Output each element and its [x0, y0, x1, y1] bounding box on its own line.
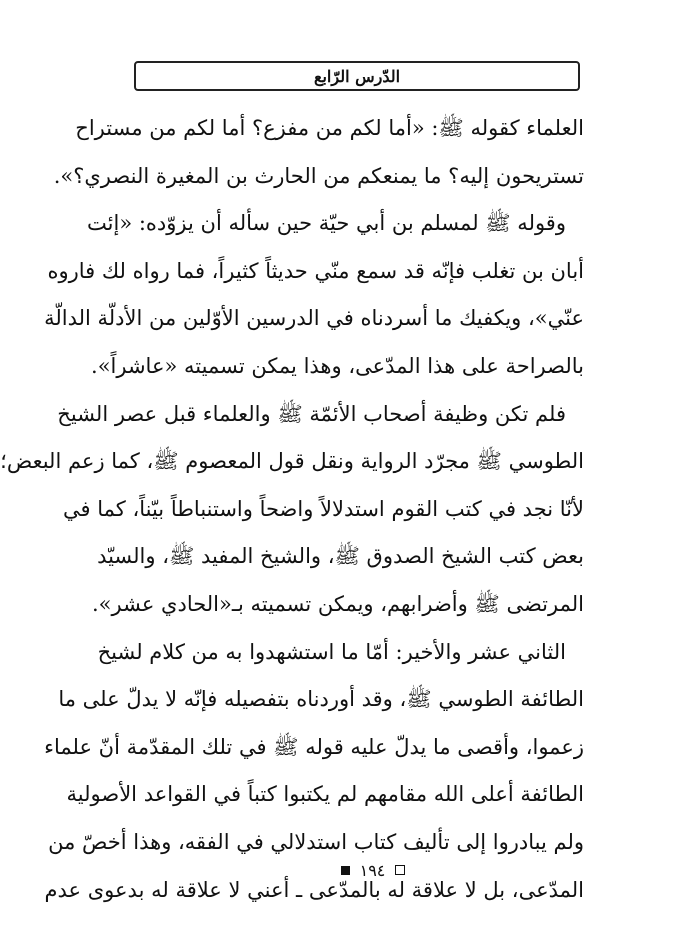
- empty-square-icon: [395, 865, 405, 875]
- text-line: وقوله ﷺ لمسلم بن أبي حيّة حين سأله أن يزوّده: «إئت: [87, 211, 566, 236]
- page-body: [0, 105, 584, 914]
- text-line: الطائفة الطوسي ﷺ، وقد أوردناه بتفصيله فإنّه لا يدلّ على ما: [58, 687, 584, 712]
- text-line: فلم تكن وظيفة أصحاب الأئمّة ﷺ والعلماء قبل عصر الشيخ: [57, 401, 566, 426]
- text-line: تستريحون إليه؟ ما يمنعكم من الحارث بن المغيرة النصري؟».: [53, 163, 584, 188]
- filled-square-icon: [341, 866, 350, 875]
- page-footer: [56, 860, 690, 880]
- text-line: الطائفة أعلى الله مقامهم لم يكتبوا كتباً في القواعد الأصولية: [66, 782, 584, 807]
- text-line: عنّي»، ويكفيك ما أسردناه في الدرسين الأوّلين من الأدلّة الدالّة: [44, 306, 584, 331]
- text-line: المرتضى ﷺ وأضرابهم، ويمكن تسميته بـ«الحادي عشر».: [91, 591, 584, 616]
- text-line: لأنّا نجد في كتب القوم استدلالاً واضحاً واستنباطاً بيّناً، كما في: [63, 496, 584, 521]
- text-line: بالصراحة على هذا المدّعى، وهذا يمكن تسميته «عاشراً».: [91, 353, 584, 378]
- page-number: ١٩٤: [359, 860, 386, 880]
- text-line: زعموا، وأقصى ما يدلّ عليه قوله ﷺ في تلك المقدّمة أنّ علماء: [44, 734, 584, 759]
- lesson-title: الدّرس الرّابع: [313, 66, 401, 86]
- text-line: العلماء كقوله ﷺ: «أما لكم من مفزع؟ أما لكم من مستراح: [75, 116, 584, 140]
- text-line: بعض كتب الشيخ الصدوق ﷺ، والشيخ المفيد ﷺ، والسيّد: [97, 544, 584, 569]
- text-line: الطوسي ﷺ مجرّد الرواية ونقل قول المعصوم ﷺ، كما زعم البعض؛: [0, 449, 584, 474]
- lesson-header: [134, 61, 580, 91]
- text-line: أبان بن تغلب فإنّه قد سمع منّي حديثاً كثيراً، فما رواه لك فاروه: [47, 258, 584, 283]
- text-line: المدّعى، بل لا علاقة له بالمدّعى ـ أعني لا علاقة له بدعوى عدم: [44, 877, 584, 902]
- text-line: ولم يبادروا إلى تأليف كتاب استدلالي في الفقه، وهذا أخصّ من: [48, 829, 584, 854]
- text-line: الثاني عشر والأخير: أمّا ما استشهدوا به من كلام لشيخ: [97, 639, 566, 664]
